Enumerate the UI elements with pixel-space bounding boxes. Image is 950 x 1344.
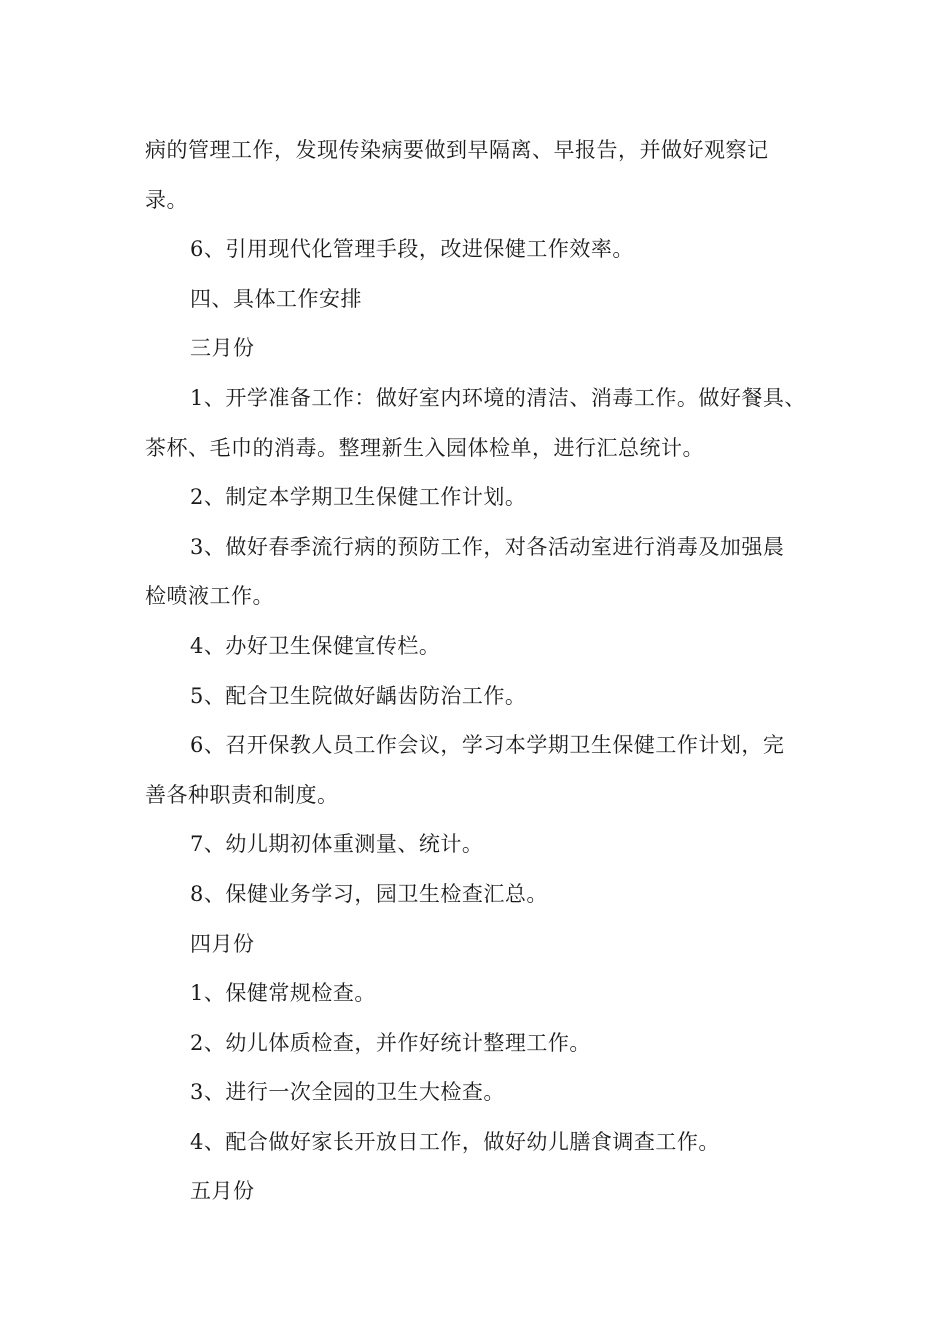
text-line: 茶杯、毛巾的消毒。整理新生入园体检单，进行汇总统计。 [145,435,704,460]
month-heading: 五月份 [190,1179,255,1204]
list-item: 1、开学准备工作：做好室内环境的清洁、消毒工作。做好餐具、 [190,385,806,410]
text-line: 善各种职责和制度。 [145,782,339,807]
text-line: 录。 [145,187,188,212]
text-line: 检喷液工作。 [145,584,274,609]
list-item: 3、进行一次全园的卫生大检查。 [190,1080,505,1105]
month-heading: 三月份 [190,336,255,361]
document-body [145,126,810,1217]
list-item: 2、幼儿体质检查，并作好统计整理工作。 [190,1030,591,1055]
list-item: 7、幼儿期初体重测量、统计。 [190,832,484,857]
section-heading: 四、具体工作安排 [190,286,362,311]
list-item: 6、引用现代化管理手段，改进保健工作效率。 [190,237,634,262]
list-item: 1、保健常规检查。 [190,981,376,1006]
list-item: 4、办好卫生保健宣传栏。 [190,633,441,658]
list-item: 5、配合卫生院做好龋齿防治工作。 [190,683,527,708]
list-item: 3、做好春季流行病的预防工作，对各活动室进行消毒及加强晨 [190,534,785,559]
month-heading: 四月份 [190,931,255,956]
text-line: 病的管理工作，发现传染病要做到早隔离、早报告，并做好观察记 [145,138,769,162]
list-item: 2、制定本学期卫生保健工作计划。 [190,485,527,510]
list-item: 8、保健业务学习，园卫生检查汇总。 [190,881,548,906]
list-item: 4、配合做好家长开放日工作，做好幼儿膳食调查工作。 [190,1129,720,1154]
list-item: 6、召开保教人员工作会议，学习本学期卫生保健工作计划，完 [190,733,785,758]
